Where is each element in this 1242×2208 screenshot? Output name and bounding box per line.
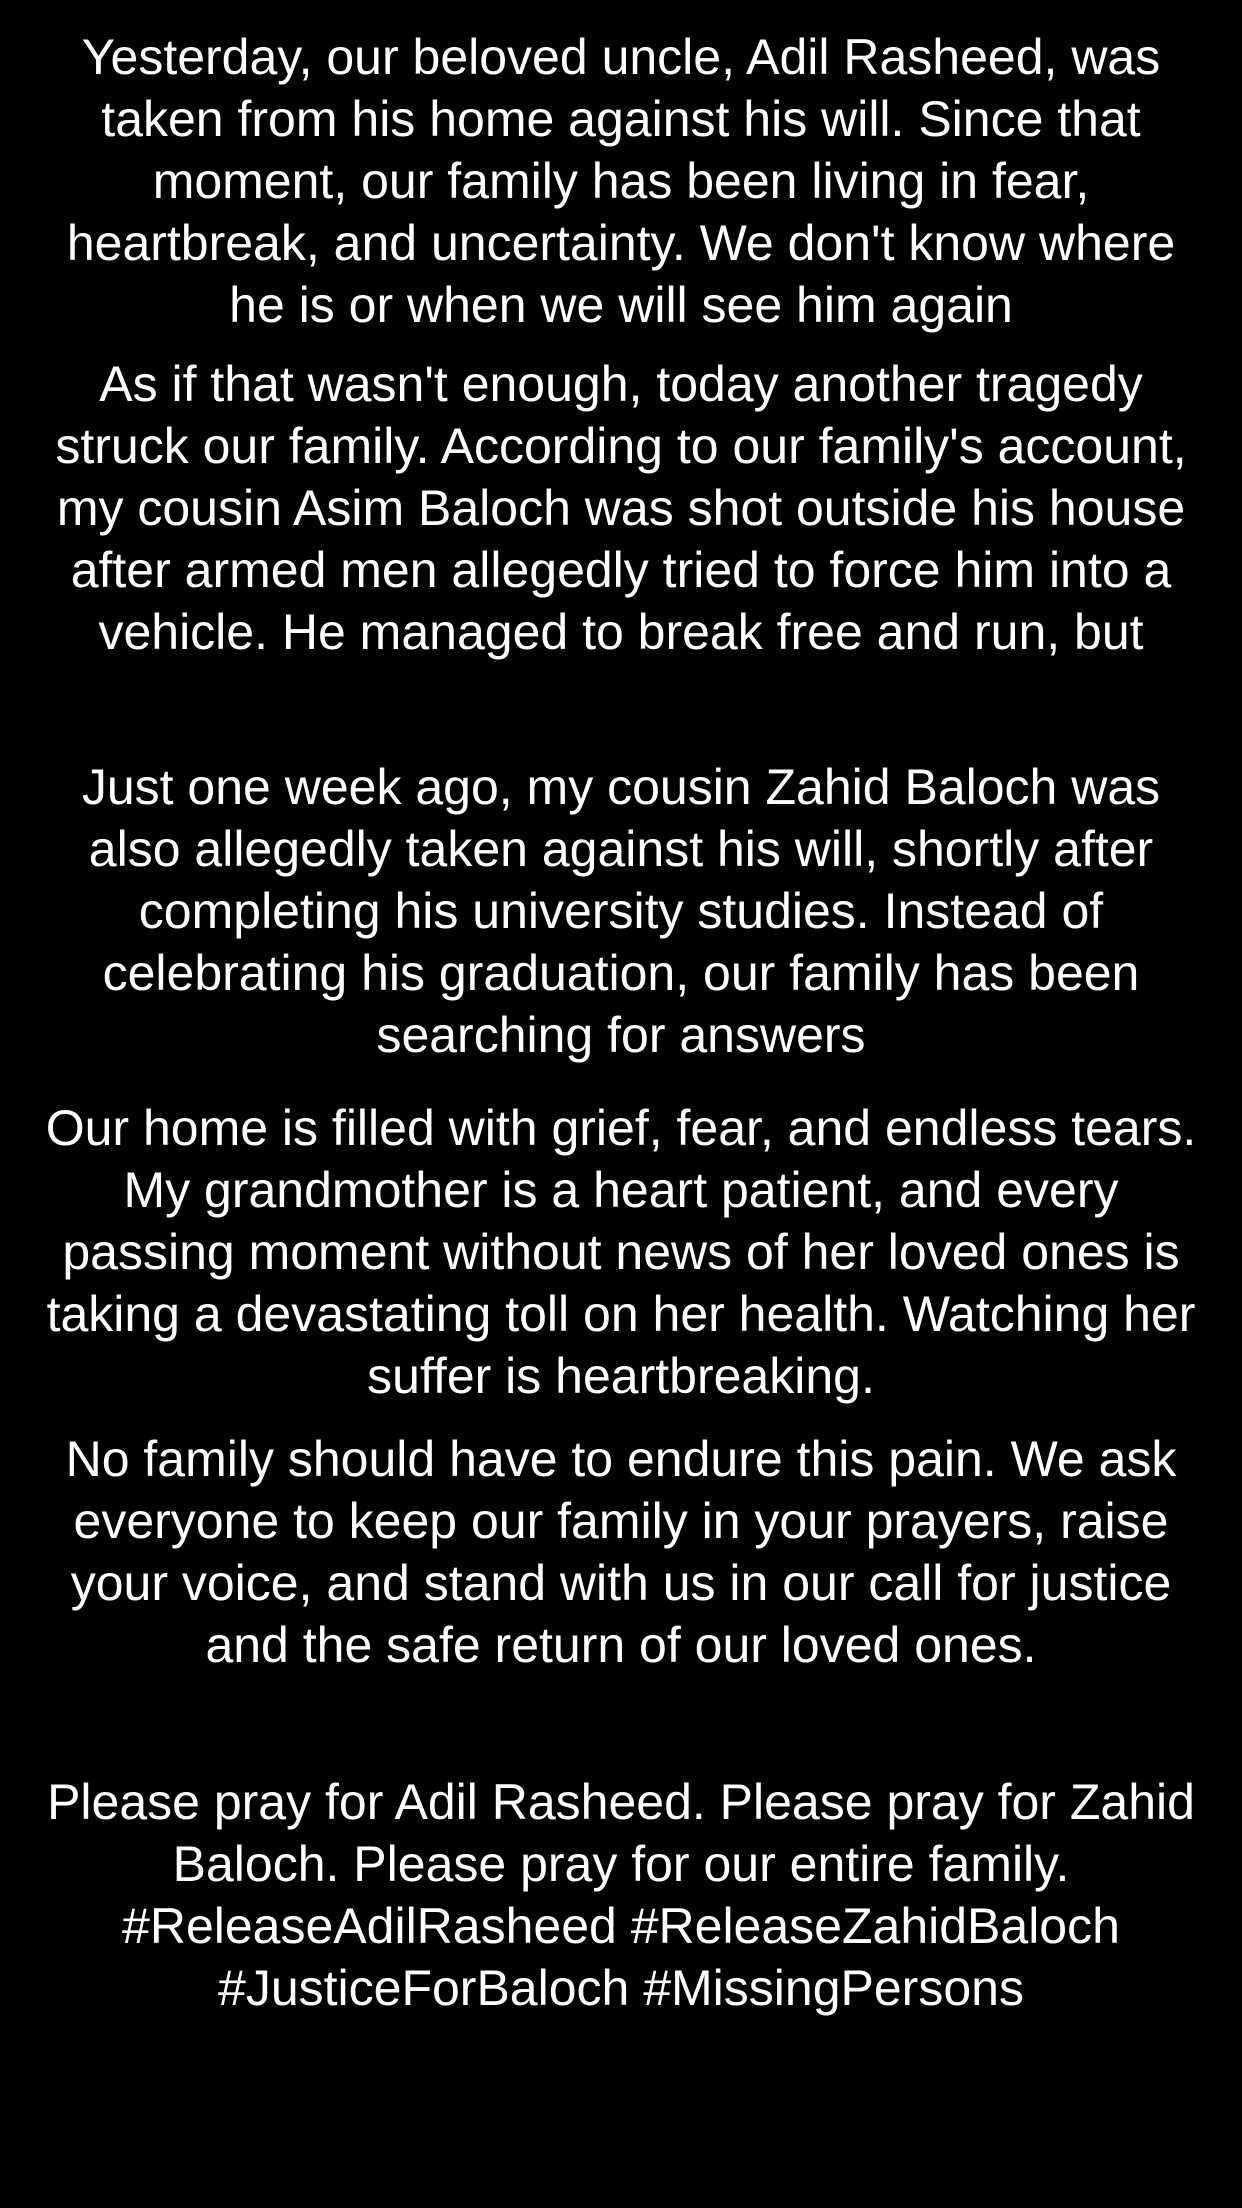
paragraph-prayers-hashtags: Please pray for Adil Rasheed. Please pray for Zahid Baloch. Please pray for our entire family. #ReleaseAdilRasheed #ReleaseZahidBaloch #JusticeForBaloch #MissingPersons	[47, 1774, 1195, 2016]
paragraph-grandmother: Our home is filled with grief, fear, and endless tears. My grandmother is a heart patient, and every passing moment without news of her loved ones is taking a devastating toll on her health. Watching her suffer is heartbreaking.	[45, 1100, 1197, 1404]
paragraph-cousin-shot: As if that wasn't enough, today another tragedy struck our family. According to our family's account, my cousin Asim Baloch was shot outside his house after armed men allegedly tried to force him into a vehicle. He managed to break free and run, but	[55, 356, 1187, 660]
paragraph-uncle-taken: Yesterday, our beloved uncle, Adil Rasheed, was taken from his home against his will. Since that moment, our family has been living in fear, heartbreak, and uncertainty. We don't know where he is or when we will see him again	[66, 29, 1176, 333]
paragraph-call-for-justice: No family should have to endure this pain. We ask everyone to keep our family in your prayers, raise your voice, and stand with us in our call for justice and the safe return of our loved ones.	[65, 1431, 1177, 1673]
paragraph-cousin-taken: Just one week ago, my cousin Zahid Baloch was also allegedly taken against his will, shortly after completing his university studies. Instead of celebrating his graduation, our family has been searching for answers	[81, 759, 1161, 1063]
